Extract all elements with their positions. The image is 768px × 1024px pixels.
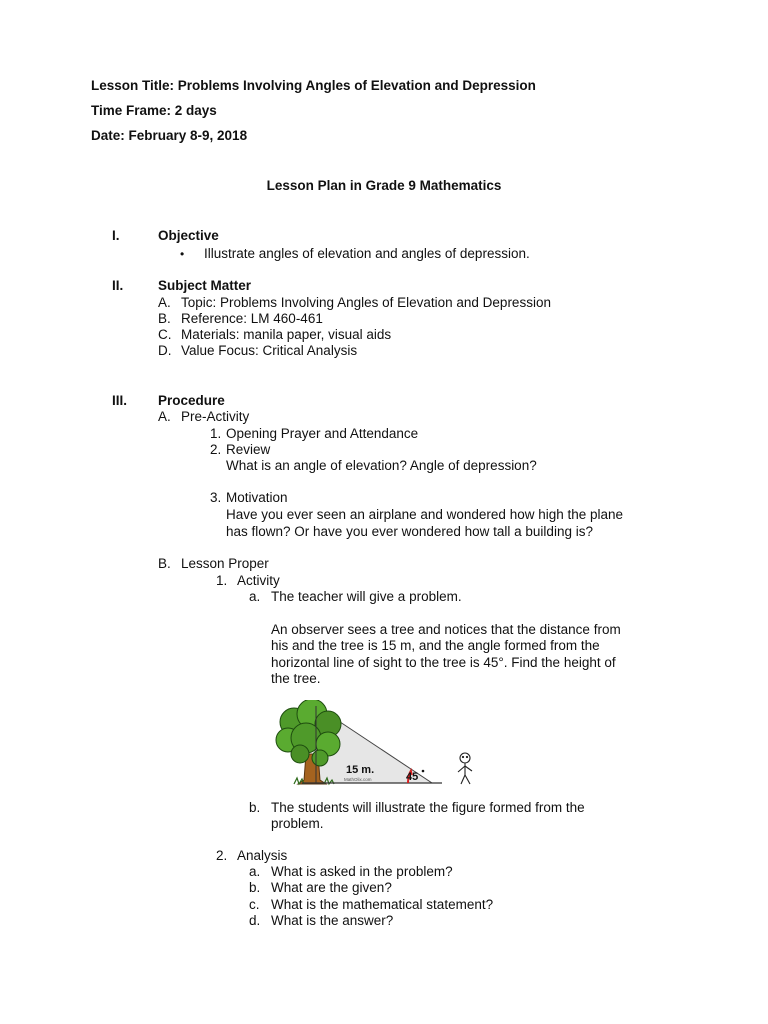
subject-item-reference: Reference: LM 460-461 [181, 311, 323, 326]
analysis-item-marker: a. [249, 864, 261, 879]
motivation-line: Have you ever seen an airplane and wondered how high the plane [226, 507, 624, 522]
activity-a-text: The teacher will give a problem. [271, 589, 462, 604]
analysis-item: What is the answer? [271, 913, 394, 928]
pre-activity-marker: A. [158, 409, 171, 424]
analysis-label: Analysis [237, 848, 288, 863]
analysis-item: What are the given? [271, 880, 392, 895]
pre-item-marker: 2. [210, 442, 222, 457]
analysis-item-marker: d. [249, 913, 261, 928]
problem-line: his and the tree is 15 m, and the angle formed from the [271, 638, 600, 653]
procedure-heading: Procedure [158, 393, 225, 408]
analysis-item-marker: c. [249, 897, 260, 912]
analysis-item-marker: b. [249, 880, 261, 895]
tree-figure [272, 700, 494, 792]
subject-item-materials: Materials: manila paper, visual aids [181, 327, 392, 342]
problem-line: horizontal line of sight to the tree is 45°. Find the height of [271, 655, 616, 670]
lesson-proper-label: Lesson Proper [181, 556, 269, 571]
figure-watermark: MathOlix.com [344, 777, 372, 782]
lesson-proper-marker: B. [158, 556, 171, 571]
activity-label: Activity [237, 573, 280, 588]
motivation-item: Motivation [226, 490, 288, 505]
procedure-numeral: III. [112, 393, 128, 408]
activity-b-marker: b. [249, 800, 261, 815]
angle-label: 45 [406, 771, 419, 783]
lesson-date: Date: February 8-9, 2018 [91, 128, 248, 143]
pre-item-marker: 3. [210, 490, 222, 505]
objective-heading: Objective [158, 228, 219, 243]
opening-prayer-item: Opening Prayer and Attendance [226, 426, 419, 441]
subject-matter-heading: Subject Matter [158, 278, 252, 293]
observer-icon [458, 753, 472, 784]
subject-item-marker: C. [158, 327, 172, 342]
subject-matter-numeral: II. [112, 278, 124, 293]
analysis-item: What is asked in the problem? [271, 864, 453, 879]
objective-numeral: I. [112, 228, 120, 243]
pre-item-marker: 1. [210, 426, 222, 441]
activity-marker: 1. [216, 573, 228, 588]
subject-item-marker: D. [158, 343, 172, 358]
review-item: Review [226, 442, 271, 457]
time-frame: Time Frame: 2 days [91, 103, 217, 118]
review-question: What is an angle of elevation? Angle of depression? [226, 458, 537, 473]
problem-line: the tree. [271, 671, 321, 686]
bullet-icon: • [180, 247, 185, 261]
activity-b-line: The students will illustrate the figure formed from the [271, 800, 585, 815]
analysis-item: What is the mathematical statement? [271, 897, 494, 912]
objective-item: Illustrate angles of elevation and angles of depression. [204, 246, 530, 261]
tree-diagram [272, 700, 494, 792]
distance-label: 15 m. [346, 764, 375, 776]
motivation-line: has flown? Or have you ever wondered how tall a building is? [226, 524, 593, 539]
activity-b-line: problem. [271, 816, 324, 831]
problem-line: An observer sees a tree and notices that the distance from [271, 622, 621, 637]
degree-mark [422, 770, 425, 773]
document-title: Lesson Plan in Grade 9 Mathematics [266, 178, 502, 193]
subject-item-marker: B. [158, 311, 171, 326]
analysis-marker: 2. [216, 848, 228, 863]
lesson-title: Lesson Title: Problems Involving Angles of Elevation and Depression [91, 78, 536, 93]
pre-activity-label: Pre-Activity [181, 409, 250, 424]
activity-a-marker: a. [249, 589, 261, 604]
subject-item-marker: A. [158, 295, 171, 310]
subject-item-value-focus: Value Focus: Critical Analysis [181, 343, 358, 358]
subject-item-topic: Topic: Problems Involving Angles of Elevation and Depression [181, 295, 551, 310]
